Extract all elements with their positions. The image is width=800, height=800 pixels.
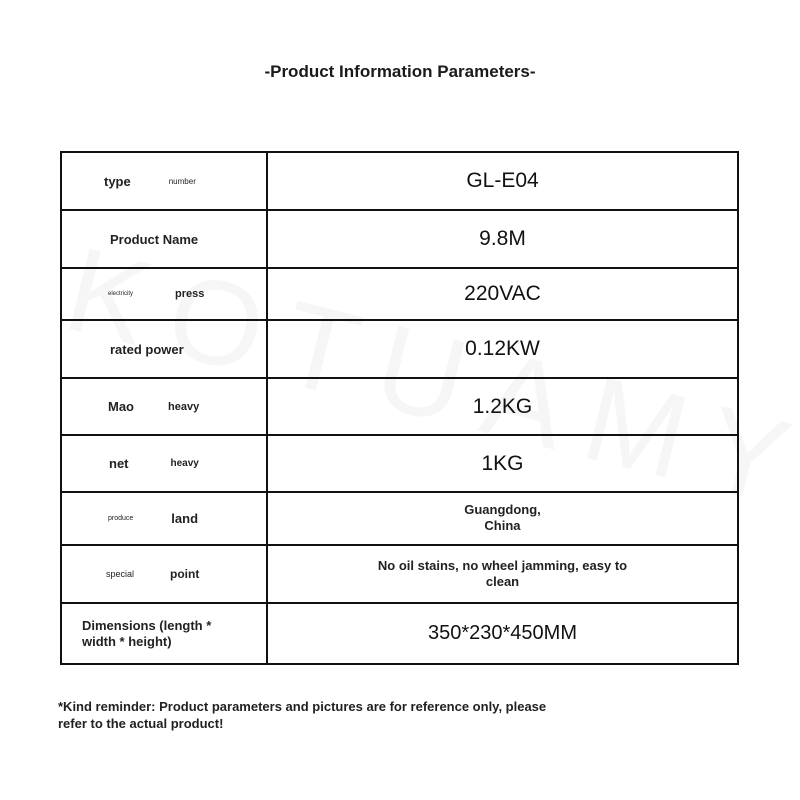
- reminder-note: *Kind reminder: Product parameters and pictures are for reference only, please refer to the actual product!: [58, 699, 547, 731]
- table-row: [61, 378, 738, 435]
- row-value: [267, 152, 738, 210]
- value-text: 220VAC: [464, 282, 541, 305]
- row-label-special-point: [61, 545, 267, 603]
- table-row: [61, 492, 738, 545]
- table-row: [61, 320, 738, 378]
- value-text: Guangdong, China: [464, 502, 541, 533]
- row-value: [267, 320, 738, 378]
- label-part: Dimensions (length * width * height): [82, 617, 212, 649]
- row-value: [267, 603, 738, 664]
- value-text: GL-E04: [466, 169, 539, 192]
- label-part: type: [104, 173, 131, 189]
- label-part: number: [168, 176, 196, 186]
- value-text: 1KG: [481, 451, 524, 475]
- row-label-dimensions: [61, 603, 267, 664]
- label-part: produce: [108, 515, 134, 522]
- table-row: [61, 603, 738, 664]
- row-label-rated-power: [61, 320, 267, 378]
- value-text: No oil stains, no wheel jamming, easy to clean: [377, 557, 628, 589]
- label-part: heavy: [168, 400, 200, 413]
- value-text: 0.12KW: [465, 337, 540, 360]
- row-value: [267, 210, 738, 268]
- label-part: heavy: [170, 458, 199, 469]
- label-part: electricity: [108, 291, 134, 297]
- label-part: special: [106, 569, 135, 579]
- label-part: Mao: [108, 399, 134, 414]
- row-label-product-name: [61, 210, 267, 268]
- parameters-table: [60, 151, 739, 665]
- row-value: [267, 545, 738, 603]
- row-label-produce-land: [61, 492, 267, 545]
- table-row: [61, 545, 738, 603]
- row-value: [267, 492, 738, 545]
- row-label-net-heavy: [61, 435, 267, 492]
- row-label-type-number: [61, 152, 267, 210]
- row-value: [267, 268, 738, 320]
- table-row: [61, 268, 738, 320]
- label-part: net: [109, 456, 129, 471]
- label-part: point: [170, 567, 200, 581]
- row-value: [267, 378, 738, 435]
- table-row: [61, 152, 738, 210]
- page-title: -Product Information Parameters-: [264, 62, 536, 81]
- label-part: rated power: [110, 341, 184, 357]
- table-row: [61, 435, 738, 492]
- row-value: [267, 435, 738, 492]
- value-text: 1.2KG: [472, 394, 533, 418]
- row-label-electricity-press: [61, 268, 267, 320]
- label-part: land: [171, 511, 199, 526]
- label-part: Product Name: [110, 231, 199, 247]
- value-text: 9.8M: [479, 227, 526, 250]
- table-row: [61, 210, 738, 268]
- label-part: press: [175, 288, 205, 300]
- row-label-mao-heavy: [61, 378, 267, 435]
- value-text: 350*230*450MM: [428, 622, 577, 644]
